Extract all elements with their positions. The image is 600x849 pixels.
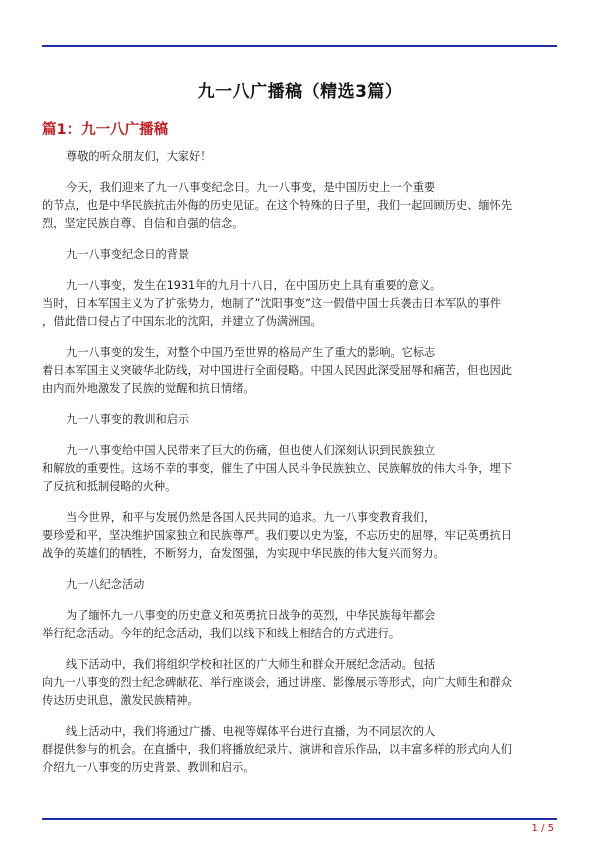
text-line: 战争的英雄们的牺牲，不断努力，奋发图强，为实现中华民族的伟大复兴而努力。 <box>42 547 445 560</box>
paragraph <box>42 344 558 398</box>
text-line: 当今世界，和平与发展仍然是各国人民共同的追求。九一八事变教育我们， <box>66 511 436 524</box>
subheading <box>42 246 558 264</box>
text-line: 九一八事变给中国人民带来了巨大的伤痛，但也使人们深刻认识到民族独立 <box>66 444 436 457</box>
text-line: 九一八纪念活动 <box>66 578 145 591</box>
text-line: 的节点，也是中华民族抗击外侮的历史见证。在这个特殊的日子里，我们一起回顾历史、缅怀先 <box>42 199 512 212</box>
text-line: 了反抗和抵制侵略的火种。 <box>42 480 177 493</box>
text-line: 传达历史讯息，激发民族精神。 <box>42 694 199 707</box>
text-line: 介绍九一八事变的历史背景、教训和启示。 <box>42 761 255 774</box>
subheading <box>42 411 558 429</box>
paragraph <box>42 723 558 777</box>
paragraph <box>42 607 558 643</box>
text-line: 当时，日本军国主义为了扩张势力，炮制了”沈阳事变”这一假借中国士兵袭击日本军队的事件 <box>42 297 502 310</box>
paragraph <box>42 148 558 166</box>
text-line: 今天，我们迎来了九一八事变纪念日。九一八事变，是中国历史上一个重要 <box>66 181 436 194</box>
text-line: 九一八事变的发生，对整个中国乃至世界的格局产生了重大的影响。它标志 <box>66 346 436 359</box>
paragraph <box>42 179 558 233</box>
text-line: 线下活动中，我们将组织学校和社区的广大师生和群众开展纪念活动。包括 <box>66 658 436 671</box>
paragraph <box>42 509 558 563</box>
text-line: 为了缅怀九一八事变的历史意义和英勇抗日战争的英烈，中华民族每年都会 <box>66 609 436 622</box>
footer-rule <box>42 818 557 820</box>
document-body <box>42 148 558 790</box>
page-number: 1 / 5 <box>531 823 554 834</box>
text-line: 要珍爱和平，坚决维护国家独立和民族尊严。我们要以史为鉴，不忘历史的屈辱，牢记英勇抗日 <box>42 529 512 542</box>
paragraph <box>42 277 558 331</box>
text-line: 向九一八事变的烈士纪念碑献花、举行座谈会，通过讲座、影像展示等形式，向广大师生和群众 <box>42 676 512 689</box>
text-line: 九一八事变的教训和启示 <box>66 413 190 426</box>
text-line: 烈，坚定民族自尊、自信和自强的信念。 <box>42 217 244 230</box>
subheading <box>42 576 558 594</box>
text-line: 举行纪念活动。今年的纪念活动，我们以线下和线上相结合的方式进行。 <box>42 627 401 640</box>
text-line: 由内而外地激发了民族的觉醒和抗日情绪。 <box>42 382 255 395</box>
text-line: 九一八事变，发生在1931年的九月十八日，在中国历史上具有重要的意义。 <box>66 279 442 292</box>
text-line: 着日本军国主义突破华北防线，对中国进行全面侵略。中国人民因此深受屈辱和痛苦，但也因此 <box>42 364 512 377</box>
text-line: 九一八事变纪念日的背景 <box>66 248 190 261</box>
text-line: 线上活动中，我们将通过广播、电视等媒体平台进行直播，为不同层次的人 <box>66 725 436 738</box>
text-line: 和解放的重要性。这场不幸的事变，催生了中国人民斗争民族独立、民族解放的伟大斗争，埋下 <box>42 462 512 475</box>
paragraph <box>42 442 558 496</box>
header-rule <box>42 45 557 47</box>
paragraph <box>42 656 558 710</box>
page-title: 九一八广播稿（精选3篇） <box>197 82 403 102</box>
text-line: 尊敬的听众朋友们，大家好！ <box>66 150 212 163</box>
text-line: ，借此借口侵占了中国东北的沈阳，并建立了伪满洲国。 <box>42 315 322 328</box>
text-line: 群提供参与的机会。在直播中，我们将播放纪录片、演讲和音乐作品，以丰富多样的形式向人们 <box>42 743 512 756</box>
section-heading: 篇1：九一八广播稿 <box>42 122 169 138</box>
